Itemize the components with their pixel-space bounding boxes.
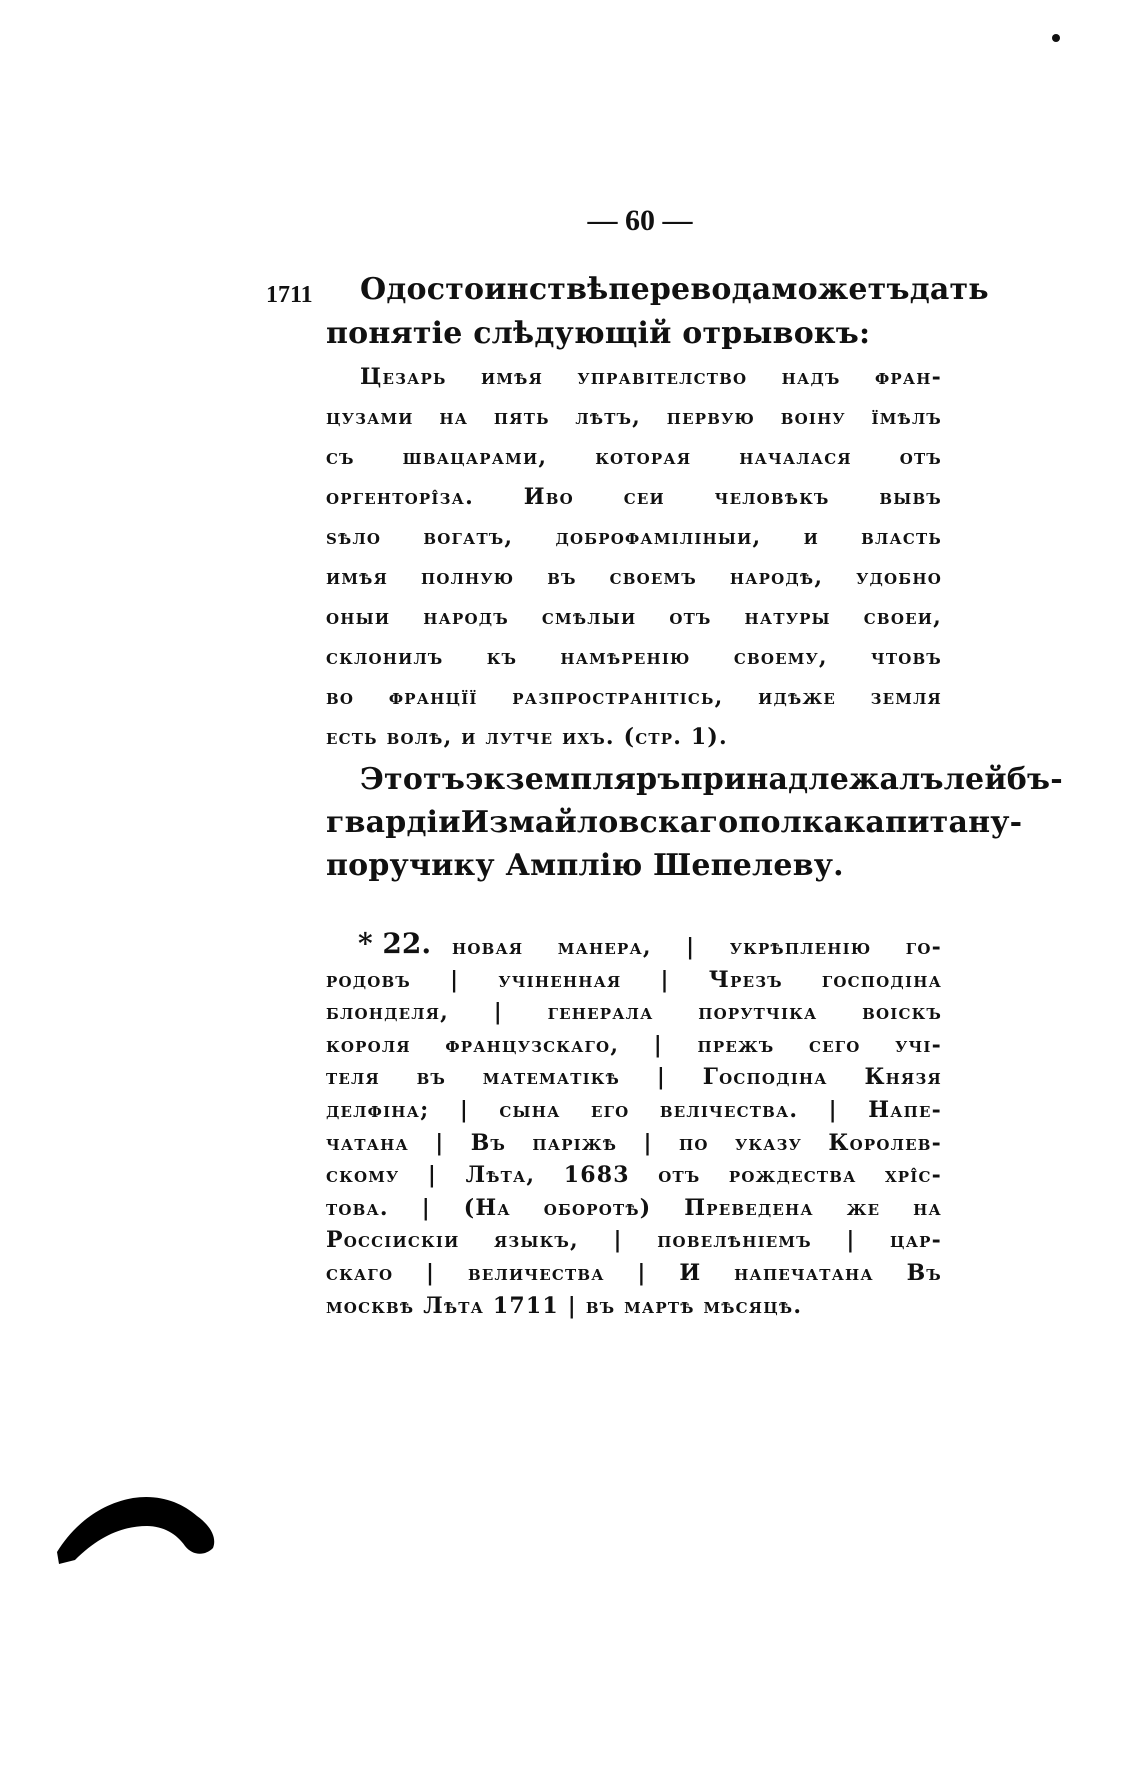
- ink-blot-mark: [55, 1486, 225, 1566]
- entry-line: скаго | величества | И напечатана Въ: [326, 1260, 942, 1286]
- entry-line: москвѣ Лѣта 1711 | въ мартѣ мѣсяцѣ.: [326, 1292, 803, 1319]
- entry-line: короля французскаго, | прежъ сего учі-: [326, 1031, 942, 1058]
- entry-line: делфіна; | сына его велічества. | Напе-: [326, 1097, 942, 1123]
- quote-line: съ швацарами, которая началася отъ: [326, 444, 942, 470]
- quote-line: цузами на пять лѣтъ, первую воіну їмѣлъ: [326, 404, 942, 430]
- entry-line: родовъ | учіненная | Чрезъ господіна: [326, 966, 942, 993]
- quote-line: оныи народъ смѣлыи отъ натуры своеи,: [326, 604, 942, 630]
- entry-line: Россіискіи языкъ, | повелѣніемъ | цар-: [326, 1227, 942, 1254]
- ink-blot-mark: [56, 1712, 226, 1792]
- speck-top-right: [1052, 34, 1060, 42]
- intro-line: О достоинствѣ перевода можетъ дать: [360, 272, 989, 307]
- provenance-line: Этотъ экземпляръ принадлежалъ лейбъ-: [360, 762, 1063, 797]
- margin-year: 1711: [266, 282, 313, 308]
- entry-line: това. | (На оборотѣ) Преведена же на: [326, 1194, 942, 1221]
- quote-line: есть волѣ, и лутче ихъ. (стр. 1).: [326, 724, 728, 750]
- quote-line: оргенторі̂за. Иво сеи человѣкъ вывъ: [326, 484, 942, 510]
- quote-line: во францїї разпространітісь, идѣже земля: [326, 684, 942, 710]
- entry-line: теля въ математікѣ | Господіна Князя: [326, 1064, 942, 1091]
- entry-line: скому | Лѣта, 1683 отъ рождества хрі̂с-: [326, 1162, 942, 1189]
- quote-line: имѣя полную въ своемъ народѣ, удобно: [326, 564, 942, 590]
- quote-line: ѕѣло вогатъ, доброфаміліныи, и власть: [326, 524, 942, 550]
- page-number: — 60 —: [587, 204, 693, 237]
- quote-line: Цезарь имѣя управітелство надъ фран-: [360, 364, 942, 390]
- intro-line: понятіе слѣдующій отрывокъ:: [326, 316, 871, 351]
- provenance-line: поручику Амплію Шепелеву.: [326, 848, 844, 883]
- entry-line: блонделя, | генерала порутчіка воіскъ: [326, 999, 942, 1026]
- entry-line: чатана | Въ паріжѣ | по указу Королев-: [326, 1129, 942, 1156]
- provenance-line: гвардіи Измайловскаго полка капитану-: [326, 805, 1023, 840]
- entry-line: новая манера, | укрѣпленію го-: [452, 934, 942, 960]
- quote-line: склонилъ къ намѣренію своему, чтовъ: [326, 644, 942, 670]
- entry-number: * 22.: [358, 927, 432, 960]
